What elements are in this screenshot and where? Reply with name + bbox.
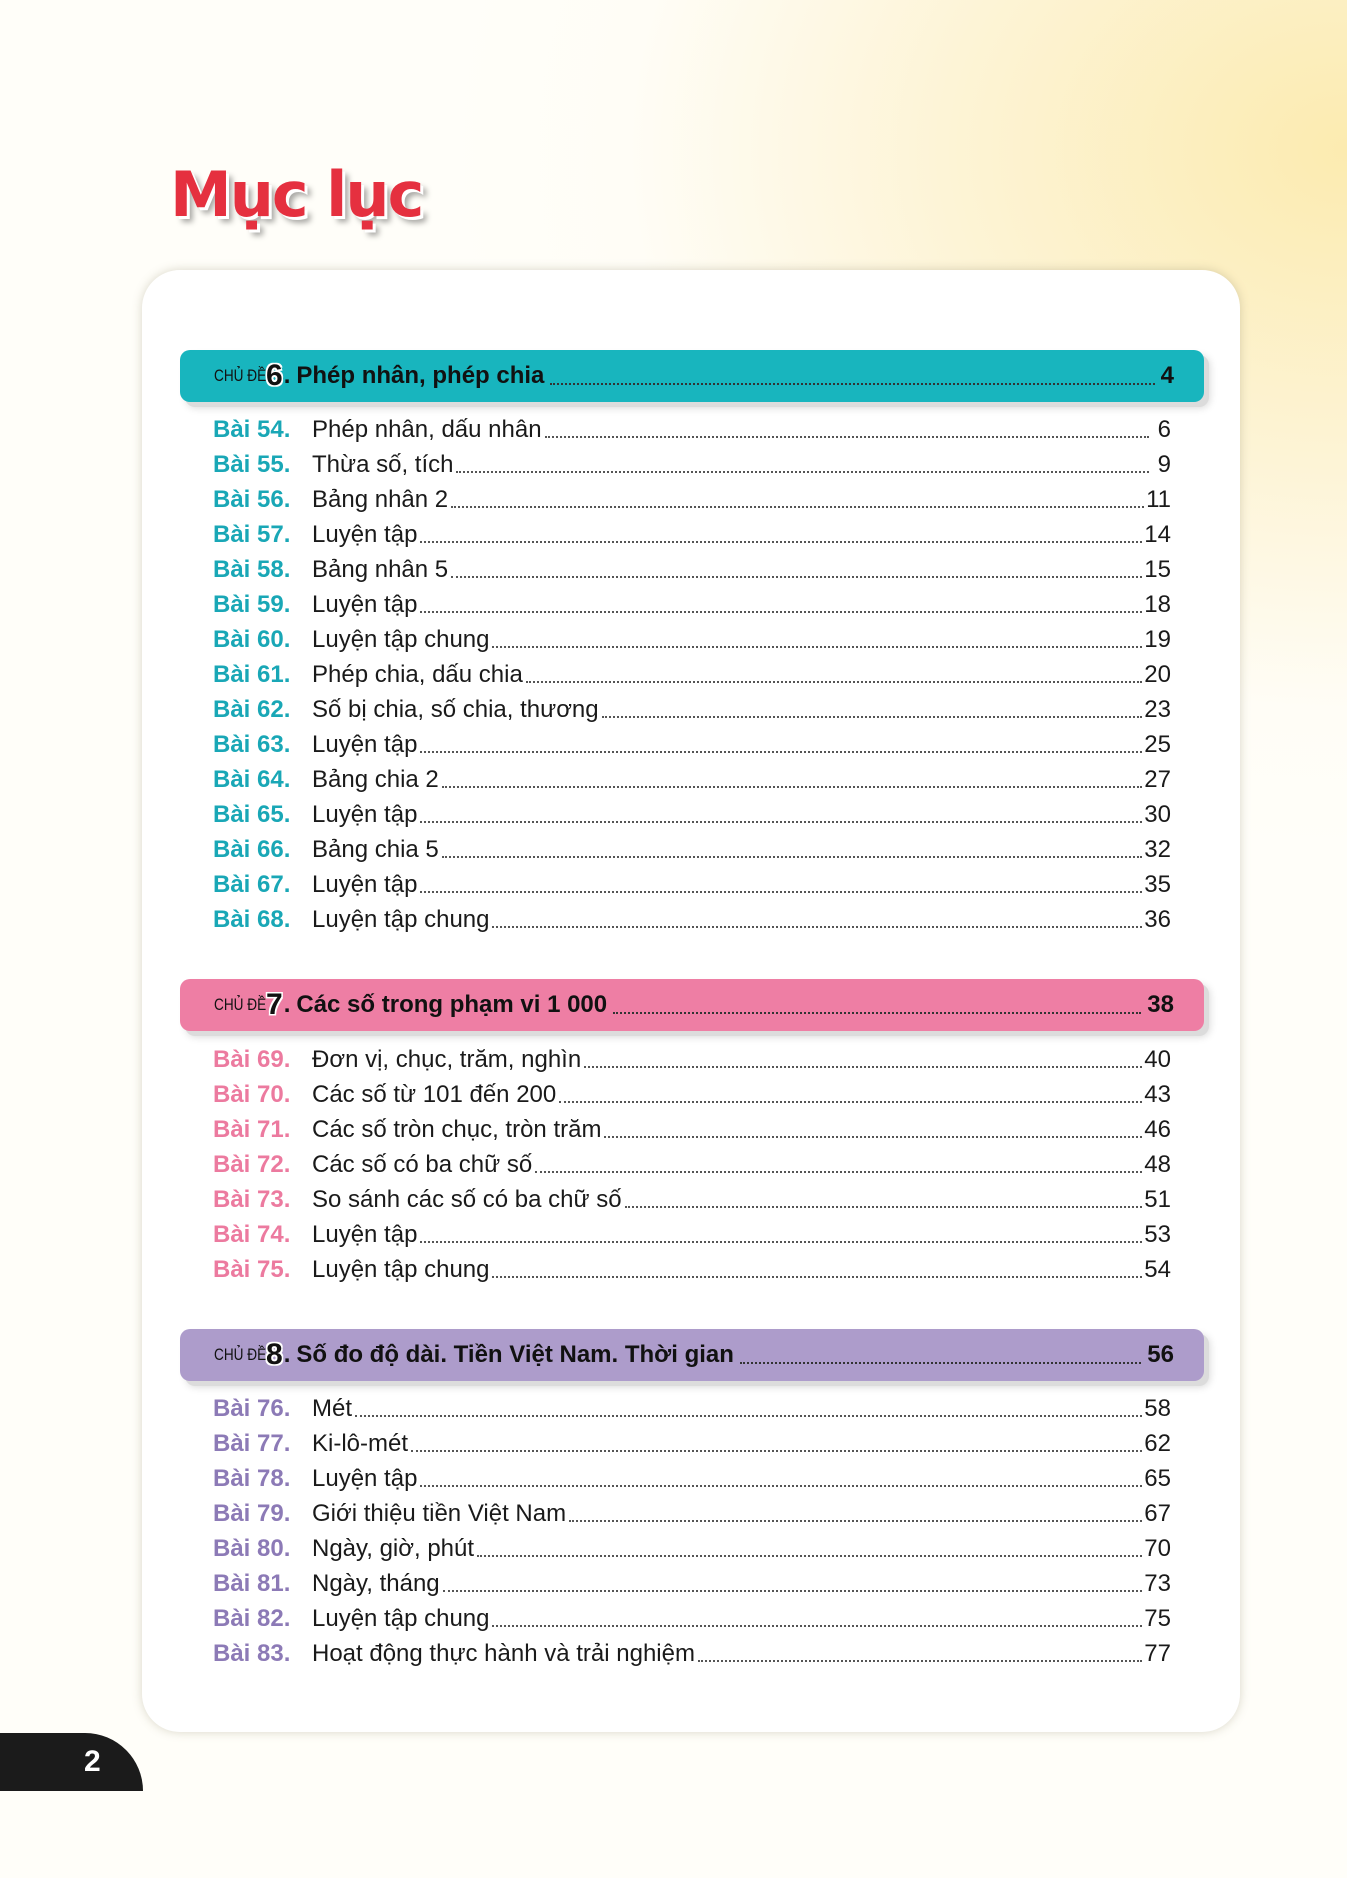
lesson-page: 40: [1144, 1045, 1171, 1073]
lesson-code: Bài 80.: [213, 1534, 291, 1562]
dot-leader: [420, 601, 1142, 613]
lesson-list-7: [213, 1042, 1171, 1287]
dot-leader: [420, 741, 1142, 753]
topic-header-6[interactable]: CHỦ ĐỀ 6 . Phép nhân, phép chia 4: [180, 350, 1204, 402]
lesson-code: Bài 79.: [213, 1499, 291, 1527]
lesson-page: 62: [1144, 1429, 1171, 1457]
lesson-page: 18: [1144, 590, 1171, 618]
lesson-code: Bài 55.: [213, 450, 291, 478]
lesson-title: Luyện tập chung: [312, 1604, 490, 1632]
lesson-page: 15: [1144, 555, 1171, 583]
topic-prefix: CHỦ ĐỀ: [214, 995, 267, 1014]
lesson-page: 36: [1144, 905, 1171, 933]
dot-leader: [569, 1510, 1142, 1522]
lesson-title: Mét: [312, 1394, 353, 1422]
lesson-row[interactable]: [213, 1636, 1171, 1671]
lesson-page: 35: [1144, 870, 1171, 898]
lesson-code: Bài 71.: [213, 1115, 291, 1143]
topic-number: 8: [266, 1338, 283, 1371]
lesson-code: Bài 54.: [213, 415, 291, 443]
dot-leader: [420, 881, 1142, 893]
dot-leader: [625, 1196, 1143, 1208]
topic-header-7[interactable]: CHỦ ĐỀ 7 . Các số trong phạm vi 1 000 38: [180, 979, 1204, 1031]
dot-leader: [535, 1161, 1142, 1173]
lesson-title: Phép chia, dấu chia: [312, 660, 523, 688]
lesson-row[interactable]: [213, 762, 1171, 797]
dot-leader: [420, 1475, 1142, 1487]
topic-name: Các số trong phạm vi 1 000: [296, 991, 608, 1018]
page-title: Mục lục: [170, 158, 423, 231]
lesson-row[interactable]: [213, 797, 1171, 832]
lesson-title: Bảng chia 2: [312, 765, 439, 793]
topic-prefix: CHỦ ĐỀ: [214, 1345, 267, 1364]
lesson-row[interactable]: [213, 727, 1171, 762]
lesson-row[interactable]: [213, 657, 1171, 692]
lesson-row[interactable]: [213, 517, 1171, 552]
lesson-row[interactable]: [213, 1077, 1171, 1112]
lesson-code: Bài 66.: [213, 835, 291, 863]
lesson-row[interactable]: [213, 552, 1171, 587]
lesson-page: 54: [1144, 1255, 1171, 1283]
lesson-title: Luyện tập: [312, 520, 418, 548]
lesson-row[interactable]: [213, 902, 1171, 937]
lesson-title: Luyện tập: [312, 870, 418, 898]
lesson-row[interactable]: [213, 622, 1171, 657]
lesson-title: Bảng nhân 2: [312, 485, 449, 513]
lesson-page: 25: [1144, 730, 1171, 758]
lesson-row[interactable]: [213, 867, 1171, 902]
lesson-row[interactable]: [213, 1496, 1171, 1531]
lesson-row[interactable]: [213, 1531, 1171, 1566]
lesson-code: Bài 77.: [213, 1429, 291, 1457]
lesson-title: Luyện tập: [312, 730, 418, 758]
lesson-list-6: [213, 412, 1171, 937]
dot-leader: [559, 1091, 1142, 1103]
lesson-page: 75: [1144, 1604, 1171, 1632]
lesson-code: Bài 82.: [213, 1604, 291, 1632]
lesson-title: Số bị chia, số chia, thương: [312, 695, 599, 723]
lesson-code: Bài 63.: [213, 730, 291, 758]
lesson-page: 19: [1144, 625, 1171, 653]
lesson-code: Bài 75.: [213, 1255, 291, 1283]
lesson-page: 70: [1144, 1534, 1171, 1562]
lesson-code: Bài 64.: [213, 765, 291, 793]
lesson-page: 14: [1144, 520, 1171, 548]
lesson-title: Luyện tập: [312, 590, 418, 618]
lesson-code: Bài 68.: [213, 905, 291, 933]
lesson-code: Bài 76.: [213, 1394, 291, 1422]
lesson-page: 23: [1144, 695, 1171, 723]
lesson-title: Thừa số, tích: [312, 450, 454, 478]
lesson-title: Ki-lô-mét: [312, 1429, 409, 1457]
dot-leader: [477, 1545, 1142, 1557]
lesson-page: 6: [1157, 415, 1171, 443]
lesson-title: Luyện tập chung: [312, 1255, 490, 1283]
lesson-title: Luyện tập chung: [312, 905, 490, 933]
dot-leader: [443, 1580, 1143, 1592]
lesson-code: Bài 59.: [213, 590, 291, 618]
lesson-title: Ngày, tháng: [312, 1569, 440, 1597]
lesson-page: 51: [1144, 1185, 1171, 1213]
lesson-title: Luyện tập: [312, 1464, 418, 1492]
lesson-code: Bài 67.: [213, 870, 291, 898]
topic-name: Phép nhân, phép chia: [296, 362, 545, 389]
lesson-title: Các số có ba chữ số: [312, 1150, 533, 1178]
lesson-title: Luyện tập: [312, 1220, 418, 1248]
lesson-title: Ngày, giờ, phút: [312, 1534, 475, 1562]
lesson-code: Bài 56.: [213, 485, 291, 513]
lesson-title: Đơn vị, chục, trăm, nghìn: [312, 1045, 582, 1073]
lesson-code: Bài 74.: [213, 1220, 291, 1248]
dot-leader: [420, 1231, 1142, 1243]
dot-leader: [411, 1440, 1142, 1452]
lesson-page: 30: [1144, 800, 1171, 828]
dot-leader: [740, 1350, 1141, 1364]
dot-leader: [456, 461, 1149, 473]
lesson-row[interactable]: [213, 587, 1171, 622]
lesson-page: 67: [1144, 1499, 1171, 1527]
lesson-row[interactable]: [213, 1461, 1171, 1496]
lesson-row[interactable]: [213, 1112, 1171, 1147]
lesson-page: 77: [1144, 1639, 1171, 1667]
lesson-code: Bài 57.: [213, 520, 291, 548]
lesson-title: Các số từ 101 đến 200: [312, 1080, 557, 1108]
dot-leader: [355, 1405, 1142, 1417]
page-number-tab: [0, 1733, 143, 1791]
lesson-title: Bảng chia 5: [312, 835, 439, 863]
lesson-code: Bài 62.: [213, 695, 291, 723]
lesson-code: Bài 73.: [213, 1185, 291, 1213]
lesson-row[interactable]: [213, 692, 1171, 727]
lesson-title: So sánh các số có ba chữ số: [312, 1185, 622, 1213]
dot-leader: [550, 371, 1154, 385]
lesson-row[interactable]: [213, 1426, 1171, 1461]
dot-leader: [613, 1000, 1141, 1014]
dot-leader: [602, 706, 1143, 718]
lesson-page: 32: [1144, 835, 1171, 863]
dot-leader: [420, 531, 1142, 543]
lesson-row[interactable]: [213, 447, 1171, 482]
lesson-page: 48: [1144, 1150, 1171, 1178]
topic-name: Số đo độ dài. Tiền Việt Nam. Thời gian: [296, 1341, 734, 1368]
lesson-row[interactable]: [213, 1566, 1171, 1601]
dot-leader: [451, 566, 1142, 578]
lesson-page: 53: [1144, 1220, 1171, 1248]
topic-page: 4: [1160, 362, 1174, 389]
lesson-code: Bài 69.: [213, 1045, 291, 1073]
dot-leader: [492, 636, 1142, 648]
lesson-row[interactable]: [213, 1147, 1171, 1182]
dot-leader: [584, 1056, 1142, 1068]
lesson-row[interactable]: [213, 832, 1171, 867]
topic-number: 6: [266, 359, 283, 392]
lesson-code: Bài 83.: [213, 1639, 291, 1667]
lesson-title: Bảng nhân 5: [312, 555, 449, 583]
lesson-code: Bài 58.: [213, 555, 291, 583]
topic-number: 7: [266, 988, 283, 1021]
lesson-code: Bài 78.: [213, 1464, 291, 1492]
topic-page: 56: [1147, 1341, 1174, 1368]
lesson-code: Bài 65.: [213, 800, 291, 828]
dot-leader: [492, 1266, 1142, 1278]
lesson-page: 20: [1144, 660, 1171, 688]
lesson-row[interactable]: [213, 1601, 1171, 1636]
lesson-page: 11: [1146, 485, 1171, 513]
dot-leader: [492, 1615, 1142, 1627]
lesson-title: Luyện tập chung: [312, 625, 490, 653]
dot-leader: [526, 671, 1142, 683]
dot-leader: [604, 1126, 1142, 1138]
lesson-row[interactable]: [213, 1042, 1171, 1077]
lesson-code: Bài 61.: [213, 660, 291, 688]
lesson-page: 46: [1144, 1115, 1171, 1143]
lesson-page: 9: [1157, 450, 1171, 478]
lesson-row[interactable]: [213, 1182, 1171, 1217]
topic-prefix: CHỦ ĐỀ: [214, 366, 267, 385]
lesson-page: 43: [1144, 1080, 1171, 1108]
lesson-title: Giới thiệu tiền Việt Nam: [312, 1499, 567, 1527]
dot-leader: [442, 846, 1143, 858]
lesson-code: Bài 70.: [213, 1080, 291, 1108]
lesson-list-8: [213, 1391, 1171, 1671]
lesson-page: 73: [1144, 1569, 1171, 1597]
lesson-title: Các số tròn chục, tròn trăm: [312, 1115, 602, 1143]
dot-leader: [420, 811, 1142, 823]
lesson-row[interactable]: [213, 412, 1171, 447]
lesson-page: 65: [1144, 1464, 1171, 1492]
topic-header-8[interactable]: CHỦ ĐỀ 8 . Số đo độ dài. Tiền Việt Nam. Thời gian 56: [180, 1329, 1204, 1381]
topic-page: 38: [1147, 991, 1174, 1018]
lesson-page: 58: [1144, 1394, 1171, 1422]
lesson-title: Luyện tập: [312, 800, 418, 828]
lesson-code: Bài 60.: [213, 625, 291, 653]
lesson-row[interactable]: [213, 1391, 1171, 1426]
lesson-title: Phép nhân, dấu nhân: [312, 415, 542, 443]
dot-leader: [442, 776, 1143, 788]
dot-leader: [451, 496, 1144, 508]
lesson-row[interactable]: [213, 1217, 1171, 1252]
lesson-page: 27: [1144, 765, 1171, 793]
lesson-code: Bài 81.: [213, 1569, 291, 1597]
dot-leader: [492, 916, 1142, 928]
dot-leader: [698, 1650, 1142, 1662]
dot-leader: [545, 426, 1149, 438]
lesson-code: Bài 72.: [213, 1150, 291, 1178]
page-number: 2: [84, 1745, 101, 1778]
lesson-row[interactable]: [213, 482, 1171, 517]
lesson-row[interactable]: [213, 1252, 1171, 1287]
lesson-title: Hoạt động thực hành và trải nghiệm: [312, 1639, 695, 1667]
